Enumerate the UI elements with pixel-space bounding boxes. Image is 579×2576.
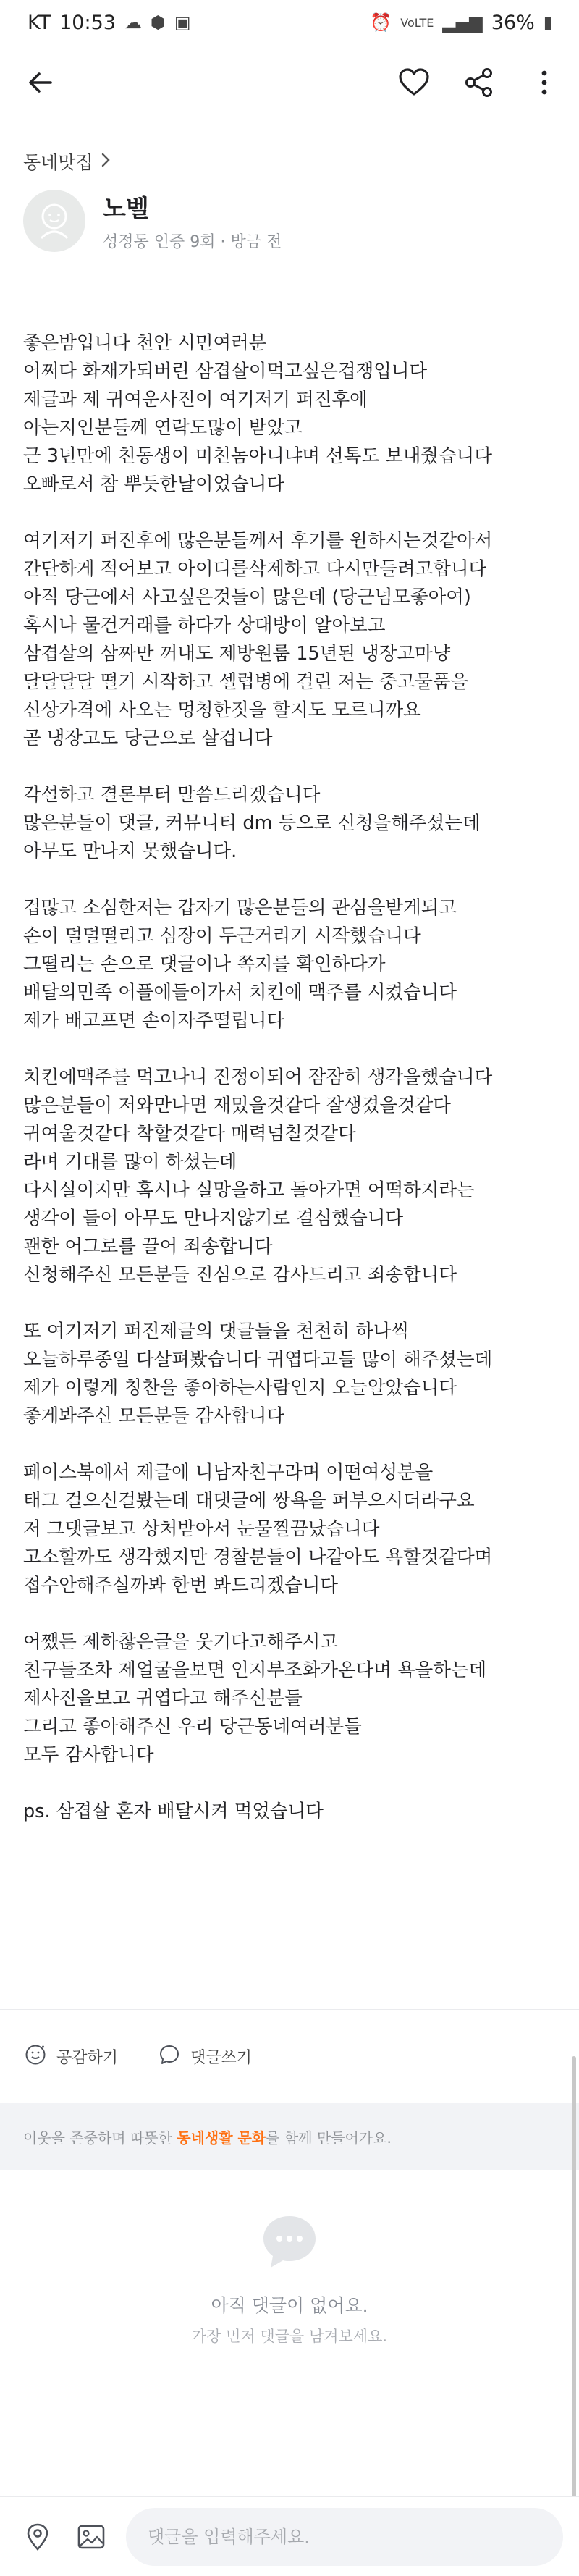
post-line: 접수안해주실까봐 한번 봐드리겠습니다 bbox=[23, 1575, 338, 1596]
notice-suffix: 를 함께 만들어가요. bbox=[266, 2129, 392, 2147]
post-actions bbox=[0, 2009, 579, 2103]
battery-icon: ▮ bbox=[543, 12, 553, 33]
empty-subtitle: 가장 먼저 댓글을 남겨보세요. bbox=[191, 2328, 388, 2345]
post-paragraph bbox=[23, 894, 556, 1035]
like-button[interactable] bbox=[25, 2044, 118, 2070]
post-line: 아무도 만나지 못했습니다. bbox=[23, 841, 237, 862]
post-line: 어쨌든 제하찮은글을 웃기다고해주시고 bbox=[23, 1631, 338, 1653]
category-link[interactable] bbox=[23, 148, 111, 174]
post-body bbox=[23, 329, 556, 1854]
post-line: 좋은밤입니다 천안 시민여러분 bbox=[23, 332, 267, 354]
comment-bar bbox=[0, 2496, 579, 2576]
post-line: 라며 기대를 많이 하셨는데 bbox=[23, 1151, 237, 1173]
post-line: 다시실이지만 혹시나 실망을하고 돌아가면 어떡하지라는 bbox=[23, 1179, 475, 1201]
post-paragraph bbox=[23, 1459, 556, 1600]
post-line: 곧 냉장고도 당근으로 살겁니다 bbox=[23, 728, 273, 749]
image-icon[interactable] bbox=[72, 2518, 110, 2556]
post-line: 그리고 좋아해주신 우리 당근동네여러분들 bbox=[23, 1716, 362, 1738]
post-line: 달달달달 떨기 시작하고 셀럽병에 걸린 저는 중고물품을 bbox=[23, 671, 469, 693]
carrier-label: KT bbox=[28, 11, 51, 34]
post-line: 저 그댓글보고 상처받아서 눈물찔끔났습니다 bbox=[23, 1518, 380, 1540]
back-arrow-icon[interactable] bbox=[22, 64, 59, 101]
post-line: 페이스북에서 제글에 니남자친구라며 어떤여성분을 bbox=[23, 1462, 434, 1483]
gallery-icon: ▣ bbox=[174, 12, 191, 33]
clock: 10:53 bbox=[59, 11, 116, 34]
speech-bubble-icon bbox=[159, 2044, 180, 2070]
post-line: 생각이 들어 아무도 만나지않기로 결심했습니다 bbox=[23, 1208, 404, 1229]
category-label: 동네맛집 bbox=[23, 152, 93, 173]
notice-highlight[interactable]: 동네생활 문화 bbox=[177, 2129, 266, 2147]
post-line: 치킨에맥주를 먹고나니 진정이되어 잠잠히 생각을했습니다 bbox=[23, 1066, 493, 1088]
signal-icon: ▂▄▆ bbox=[442, 12, 483, 33]
post-line: 근 3년만에 친동생이 미친놈아니냐며 선톡도 보내줬습니다 bbox=[23, 445, 492, 467]
speech-bubble-icon bbox=[259, 2212, 320, 2273]
post-line: 어쩌다 화재가되버린 삼겹살이먹고싶은겁쟁입니다 bbox=[23, 361, 428, 382]
post-line: 혹시나 물건거래를 하다가 상대방이 알아보고 bbox=[23, 615, 386, 636]
post-line: 모두 감사합니다 bbox=[23, 1744, 154, 1766]
like-label: 공감하기 bbox=[56, 2049, 119, 2067]
post-line: 겁많고 소심한저는 갑자기 많은분들의 관심을받게되고 bbox=[23, 897, 457, 919]
post-line: 신상가격에 사오는 멍청한짓을 할지도 모르니까요 bbox=[23, 699, 421, 721]
status-bar bbox=[0, 0, 579, 45]
share-icon[interactable] bbox=[460, 64, 498, 101]
heart-icon[interactable] bbox=[395, 64, 433, 101]
post-line: 많은분들이 저와만나면 재밌을것같다 잘생겼을것같다 bbox=[23, 1095, 451, 1116]
post-paragraph bbox=[23, 781, 556, 866]
app-bar bbox=[0, 45, 579, 120]
alarm-icon: ⏰ bbox=[370, 12, 392, 33]
post-paragraph bbox=[23, 329, 556, 499]
post-line: 아는지인분들께 연락도많이 받았고 bbox=[23, 417, 303, 439]
post-paragraph bbox=[23, 1798, 556, 1826]
comment-button[interactable] bbox=[159, 2044, 252, 2070]
volte-icon: VoLTE bbox=[400, 15, 434, 30]
post-line: 귀여울것같다 착할것같다 매력넘칠것같다 bbox=[23, 1123, 356, 1145]
post-line: 제가 배고프면 손이자주떨립니다 bbox=[23, 1010, 285, 1032]
post-line: 고소할까도 생각했지만 경찰분들이 나같아도 욕할것같다며 bbox=[23, 1546, 493, 1568]
community-notice bbox=[0, 2103, 579, 2170]
post-line: ps. 삼겹살 혼자 배달시켜 먹었습니다 bbox=[23, 1801, 324, 1822]
scrollbar[interactable] bbox=[572, 2056, 576, 2520]
post-paragraph bbox=[23, 527, 556, 753]
post-paragraph bbox=[23, 1318, 556, 1431]
post-line: 손이 덜덜떨리고 심장이 두근거리기 시작했습니다 bbox=[23, 925, 421, 947]
avatar[interactable] bbox=[23, 190, 85, 252]
post-line: 그떨리는 손으로 댓글이나 쪽지를 확인하다가 bbox=[23, 954, 386, 975]
more-vertical-icon[interactable] bbox=[525, 64, 563, 101]
post-line: 아직 당근에서 사고싶은것들이 많은데 (당근넘모좋아여) bbox=[23, 586, 471, 608]
author-name[interactable]: 노벨 bbox=[103, 194, 149, 222]
post-line: 신청해주신 모든분들 진심으로 감사드리고 죄송합니다 bbox=[23, 1264, 457, 1286]
post-line: 제사진을보고 귀엽다고 해주신분들 bbox=[23, 1688, 303, 1709]
post-line: 제글과 제 귀여운사진이 여기저기 퍼진후에 bbox=[23, 389, 368, 411]
chevron-right-icon bbox=[101, 151, 111, 172]
post-line: 친구들조차 제얼굴을보면 인지부조화가온다며 욕을하는데 bbox=[23, 1659, 487, 1681]
author-profile[interactable] bbox=[23, 190, 282, 252]
empty-comments bbox=[0, 2212, 579, 2346]
shield-icon: ⬢ bbox=[150, 12, 166, 33]
notice-prefix: 이웃을 존중하며 따뜻한 bbox=[23, 2129, 177, 2147]
post-line: 여기저기 퍼진후에 많은분들께서 후기를 원하시는것같아서 bbox=[23, 530, 493, 552]
post-paragraph bbox=[23, 1064, 556, 1289]
post-line: 태그 걸으신걸봤는데 대댓글에 쌍욕을 퍼부으시더라구요 bbox=[23, 1490, 475, 1512]
post-line: 간단하게 적어보고 아이디를삭제하고 다시만들려고합니다 bbox=[23, 558, 487, 580]
post-line: 오늘하루종일 다살펴봤습니다 귀엽다고들 많이 해주셨는데 bbox=[23, 1349, 493, 1371]
post-line: 배달의민족 어플에들어가서 치킨에 맥주를 시켰습니다 bbox=[23, 982, 457, 1003]
post-line: 괜한 어그로를 끌어 죄송합니다 bbox=[23, 1236, 273, 1258]
post-line: 각설하고 결론부터 말씀드리겠습니다 bbox=[23, 784, 321, 806]
author-meta: 성정동 인증 9회 · 방금 전 bbox=[103, 233, 282, 251]
post-line: 좋게봐주신 모든분들 감사합니다 bbox=[23, 1405, 285, 1427]
post-line: 오빠로서 참 뿌듯한날이었습니다 bbox=[23, 473, 285, 495]
comment-input[interactable] bbox=[126, 2508, 563, 2566]
post-line: 많은분들이 댓글, 커뮤니티 dm 등으로 신청을해주셨는데 bbox=[23, 812, 481, 834]
empty-title: 아직 댓글이 없어요. bbox=[211, 2295, 368, 2316]
post-line: 삼겹살의 삼짜만 꺼내도 제방원룸 15년된 냉장고마냥 bbox=[23, 643, 451, 665]
smile-icon bbox=[25, 2044, 46, 2070]
post-line: 또 여기저기 퍼진제글의 댓글들을 천천히 하나씩 bbox=[23, 1321, 410, 1342]
weather-icon: ☁ bbox=[124, 12, 142, 33]
post-line: 제가 이렇게 칭찬을 좋아하는사람인지 오늘알았습니다 bbox=[23, 1377, 457, 1399]
post-paragraph bbox=[23, 1628, 556, 1769]
location-icon[interactable] bbox=[19, 2518, 56, 2556]
battery-level: 36% bbox=[491, 11, 535, 34]
comment-label: 댓글쓰기 bbox=[190, 2049, 253, 2067]
